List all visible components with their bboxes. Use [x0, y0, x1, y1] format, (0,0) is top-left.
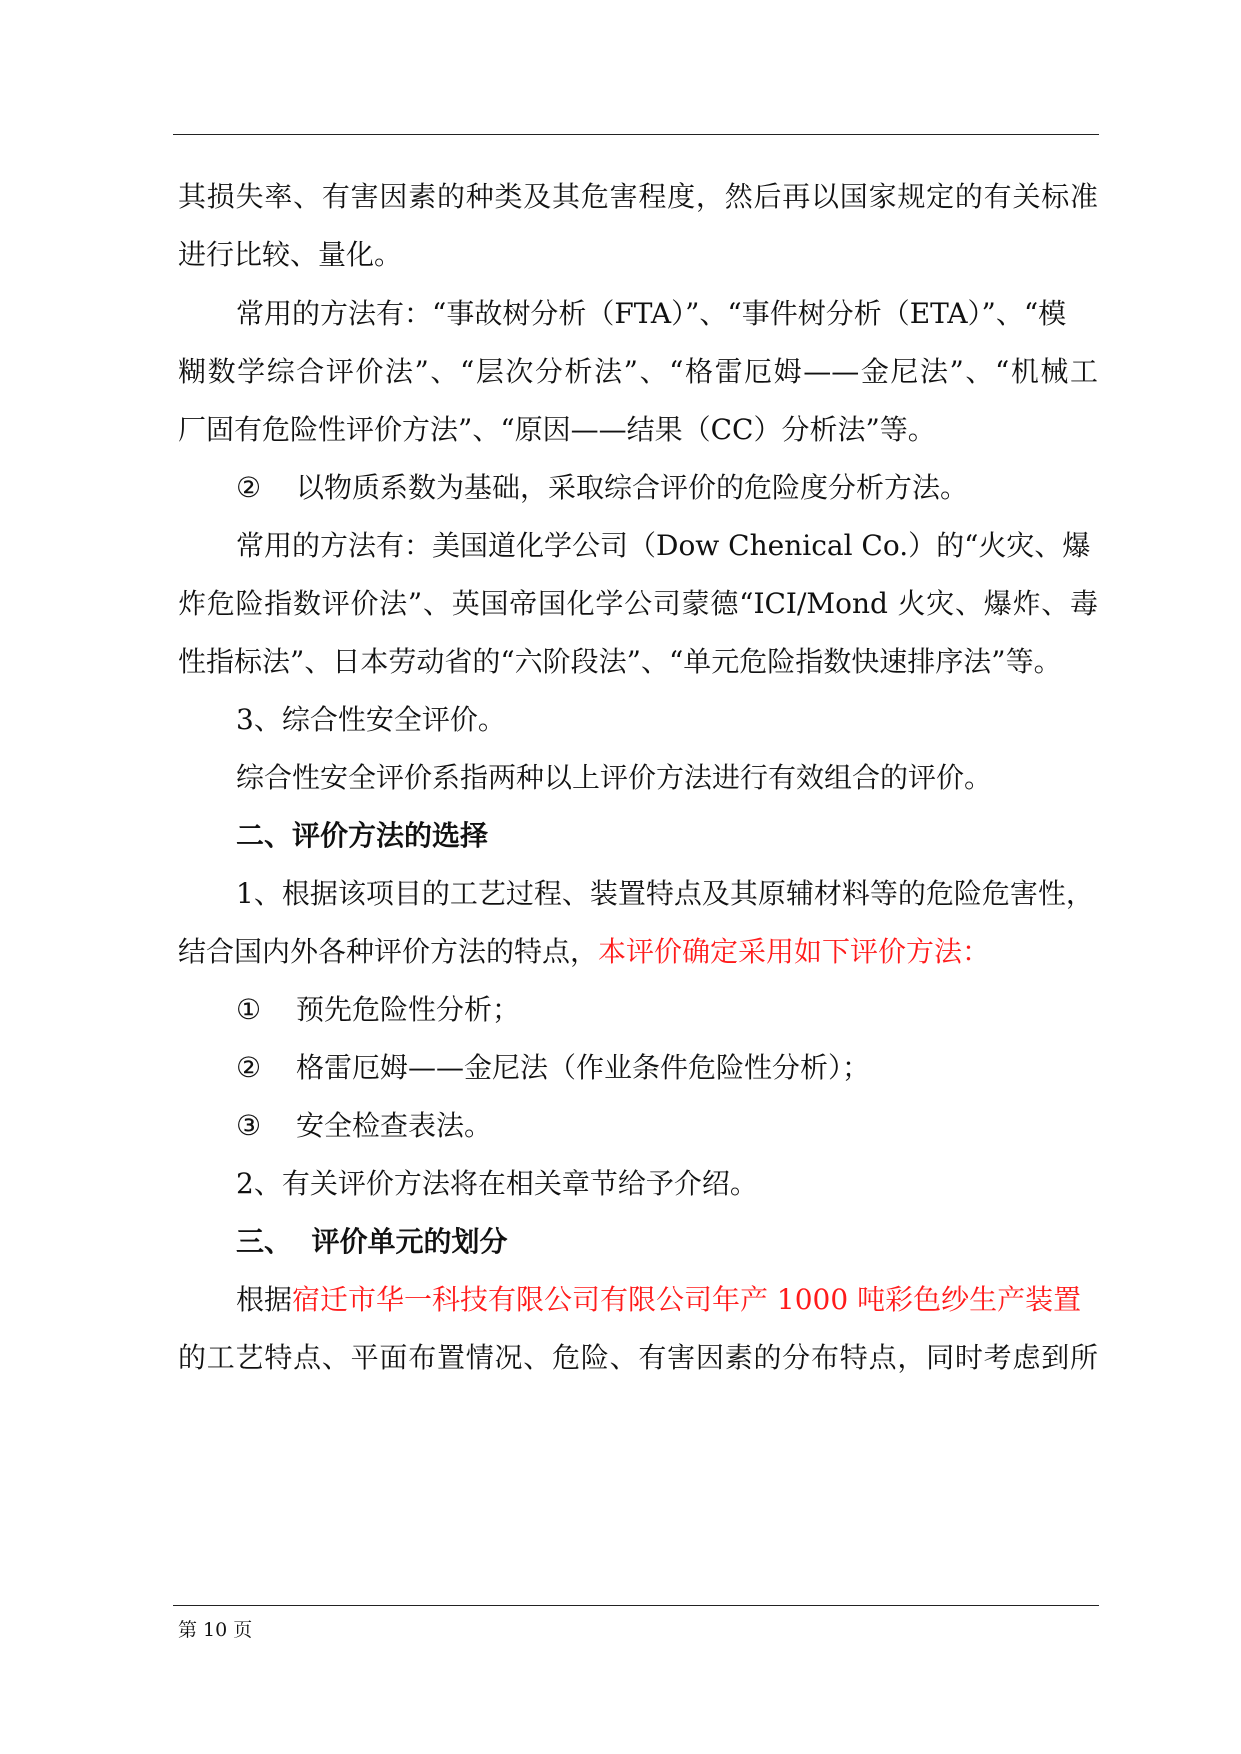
- list-marker: ②: [236, 471, 262, 504]
- list-item-text: 格雷厄姆——金尼法（作业条件危险性分析）；: [296, 1051, 871, 1084]
- paragraph-line: 综合性安全评价系指两种以上评价方法进行有效组合的评价。: [236, 761, 993, 794]
- highlighted-text: 本评价确定采用如下评价方法：: [598, 935, 991, 968]
- list-item: [236, 1036, 870, 1100]
- paragraph-line: 3、综合性安全评价。: [236, 703, 506, 736]
- paragraph-line: 常用的方法有：美国道化学公司（Dow Chenical Co.）的“火灾、爆: [236, 529, 1091, 562]
- paragraph-line: 2、有关评价方法将在相关章节给予介绍。: [236, 1167, 758, 1200]
- paragraph-line: 性指标法”、日本劳动省的“六阶段法”、“单元危险指数快速排序法”等。: [178, 645, 1062, 678]
- paragraph-line: 进行比较、量化。: [178, 238, 403, 271]
- list-marker: ②: [236, 1051, 262, 1084]
- list-marker: ③: [236, 1109, 262, 1142]
- list-item: [236, 1094, 492, 1158]
- section-heading: 三、 评价单元的划分: [236, 1225, 508, 1258]
- list-item: [236, 978, 520, 1042]
- footer-rule: [173, 1605, 1099, 1606]
- page-number: 第 10 页: [178, 1619, 253, 1641]
- paragraph-line: 常用的方法有：“事故树分析（FTA）”、“事件树分析（ETA）”、“模: [236, 297, 1067, 330]
- list-item-text: 预先危险性分析；: [296, 993, 521, 1026]
- list-item-text: 以物质系数为基础，采取综合评价的危险度分析方法。: [296, 471, 969, 504]
- list-item: [236, 456, 968, 520]
- paragraph-line: 炸危险指数评价法”、英国帝国化学公司蒙德“ICI/Mond 火灾、爆炸、毒: [178, 587, 1098, 620]
- paragraph-line: [178, 920, 990, 984]
- paragraph-line: 的工艺特点、平面布置情况、危险、有害因素的分布特点，同时考虑到所: [178, 1341, 1098, 1374]
- paragraph-line: 糊数学综合评价法”、“层次分析法”、“格雷厄姆——金尼法”、“机械工: [178, 355, 1098, 388]
- paragraph-text: 结合国内外各种评价方法的特点，: [178, 935, 599, 968]
- paragraph-line: 1、根据该项目的工艺过程、装置特点及其原辅材料等的危险危害性，: [236, 877, 1094, 910]
- paragraph-line: 其损失率、有害因素的种类及其危害程度，然后再以国家规定的有关标准: [178, 180, 1098, 213]
- list-marker: ①: [236, 993, 262, 1026]
- header-rule: [173, 134, 1099, 135]
- paragraph-line: 厂固有危险性评价方法”、“原因——结果（CC）分析法”等。: [178, 413, 936, 446]
- paragraph-text: 根据: [236, 1283, 293, 1316]
- highlighted-text: 宿迁市华一科技有限公司有限公司年产 1000 吨彩色纱生产装置: [292, 1283, 1082, 1316]
- section-heading: 二、评价方法的选择: [236, 819, 489, 852]
- paragraph-line: [236, 1268, 1081, 1332]
- list-item-text: 安全检查表法。: [296, 1109, 493, 1142]
